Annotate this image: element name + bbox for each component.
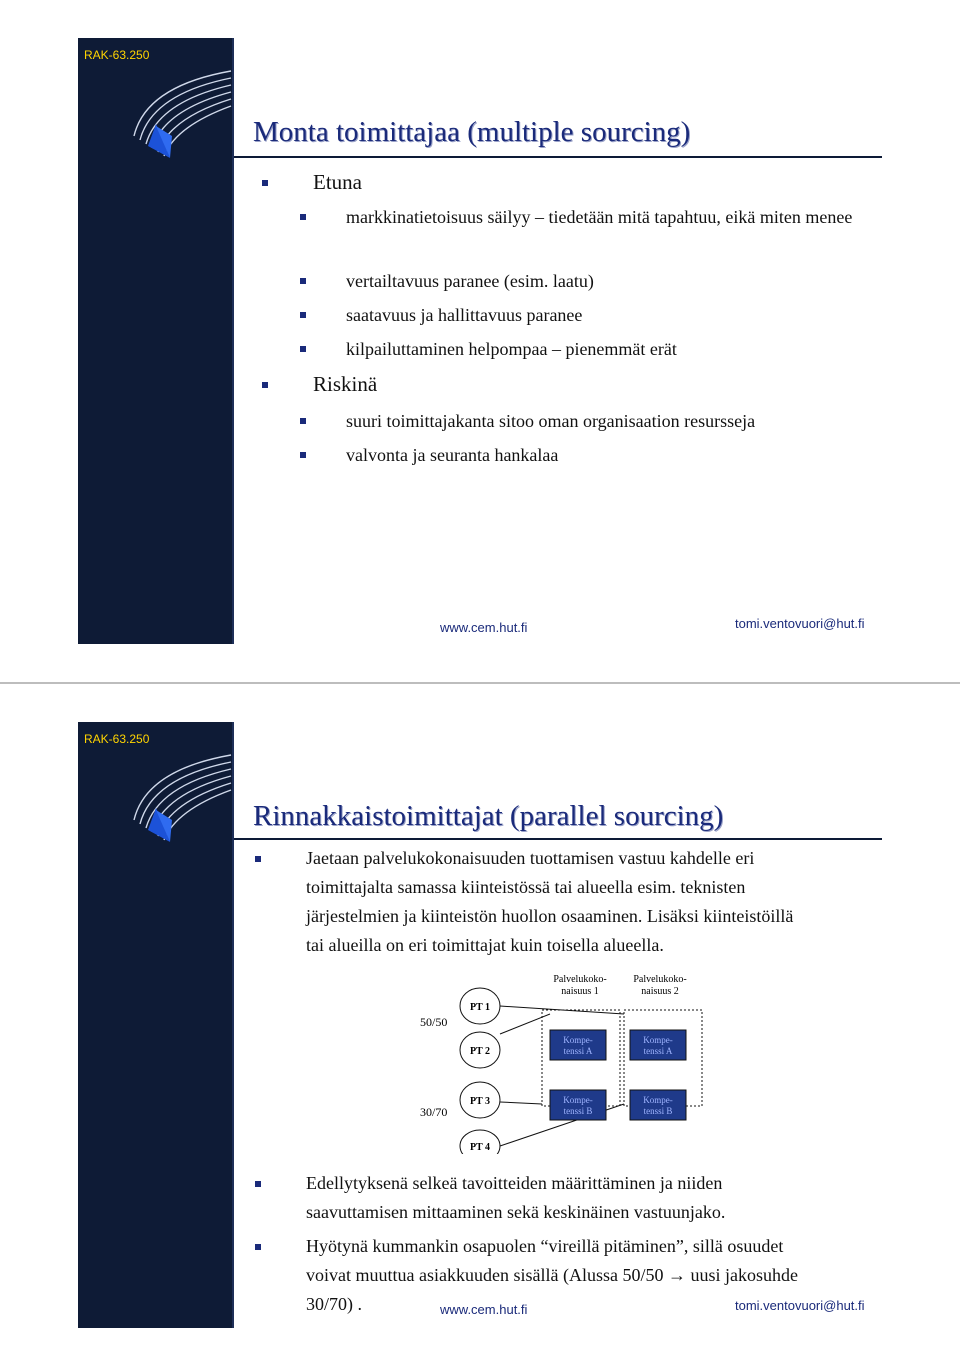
intro-line: Jaetaan palvelukokonaisuuden tuottamisen vastuu kahdelle eri [306, 848, 755, 868]
pt-label: PT 1 [469, 1002, 491, 1013]
competence-label: Kompe- [563, 1035, 593, 1045]
footer-email: tomi.ventovuori@hut.fi [735, 1298, 865, 1313]
col2-header-line: Palvelukoko- [633, 974, 687, 985]
text-line: Edellytyksenä selkeä tavoitteiden määrittäminen ja niiden [306, 1173, 723, 1193]
bullet-square-icon [300, 452, 306, 458]
university-logo-icon [126, 66, 236, 166]
requirement-paragraph [306, 1169, 866, 1227]
intro-line: järjestelmien ja kiinteistön huollon osaaminen. Lisäksi kiinteistöillä [306, 906, 794, 926]
ratio-label: 50/50 [420, 1015, 448, 1029]
title-rule [234, 838, 882, 840]
university-logo-icon [126, 750, 236, 850]
bullet-square-icon [300, 312, 306, 318]
side-band [78, 38, 234, 644]
bullet-square-icon [300, 346, 306, 352]
competence-label: tenssi B [563, 1106, 593, 1116]
text-line: saavuttamisen mittaaminen sekä keskinäinen vastuunjako. [306, 1202, 726, 1222]
pt-label: PT 2 [469, 1046, 491, 1057]
connector-line [500, 1102, 542, 1104]
bullet-square-icon [300, 418, 306, 424]
intro-line: toimittajalta samassa kiinteistössä tai alueella esim. teknisten [306, 877, 746, 897]
bullet-square-icon [255, 856, 261, 862]
footer-email: tomi.ventovuori@hut.fi [735, 616, 865, 631]
pt-label: PT 4 [469, 1142, 491, 1153]
intro-paragraph [306, 844, 866, 960]
ratio-label: 30/70 [420, 1105, 448, 1119]
col1-header-line: naisuus 1 [561, 986, 599, 997]
list-item: suuri toimittajakanta sitoo oman organisaation resursseja [346, 411, 756, 431]
title-rule [234, 156, 882, 158]
course-code: RAK-63.250 [84, 48, 150, 62]
bullet-square-icon [300, 278, 306, 284]
bullet-square-icon [262, 382, 268, 388]
competence-label: Kompe- [643, 1095, 673, 1105]
slide-title: Rinnakkaistoimittajat (parallel sourcing) [253, 800, 724, 832]
list-item: vertailtavuus paranee (esim. laatu) [346, 271, 594, 291]
list-item: valvonta ja seuranta hankalaa [346, 445, 559, 465]
competence-label: Kompe- [643, 1035, 673, 1045]
text-line: 30/70) . [306, 1294, 362, 1314]
list-item: saatavuus ja hallittavuus paranee [346, 305, 583, 325]
sourcing-diagram [410, 964, 710, 1154]
competence-label: tenssi A [563, 1046, 593, 1056]
bullet-square-icon [262, 180, 268, 186]
bullet-square-icon [300, 214, 306, 220]
bullet-square-icon [255, 1244, 261, 1250]
footer-website: www.cem.hut.fi [440, 1302, 528, 1317]
text-line: voivat muuttua asiakkuuden sisällä (Alussa 50/50 → uusi jakosuhde [306, 1265, 798, 1285]
side-band [78, 722, 234, 1328]
competence-label: tenssi B [643, 1106, 673, 1116]
connector-line [500, 1006, 624, 1014]
bullet-square-icon [255, 1181, 261, 1187]
list-item: kilpailuttaminen helpompaa – pienemmät erät [346, 339, 677, 359]
footer-website: www.cem.hut.fi [440, 620, 528, 635]
slide-2 [0, 684, 960, 1367]
text-line: Hyötynä kummankin osapuolen “vireillä pitäminen”, sillä osuudet [306, 1236, 784, 1256]
competence-label: Kompe- [563, 1095, 593, 1105]
pt-label: PT 3 [469, 1096, 491, 1107]
list-item: markkinatietoisuus säilyy – tiedetään mitä tapahtuu, eikä miten menee [346, 207, 853, 227]
col1-header-line: Palvelukoko- [553, 974, 607, 985]
section-label-riskina: Riskinä [313, 372, 378, 396]
intro-line: tai alueilla on eri toimittajat kuin toisella alueella. [306, 935, 664, 955]
course-code: RAK-63.250 [84, 732, 150, 746]
section-label-etuna: Etuna [313, 170, 362, 194]
col2-header-line: naisuus 2 [641, 986, 679, 997]
competence-label: tenssi A [643, 1046, 673, 1056]
slide-title: Monta toimittajaa (multiple sourcing) [253, 116, 691, 148]
